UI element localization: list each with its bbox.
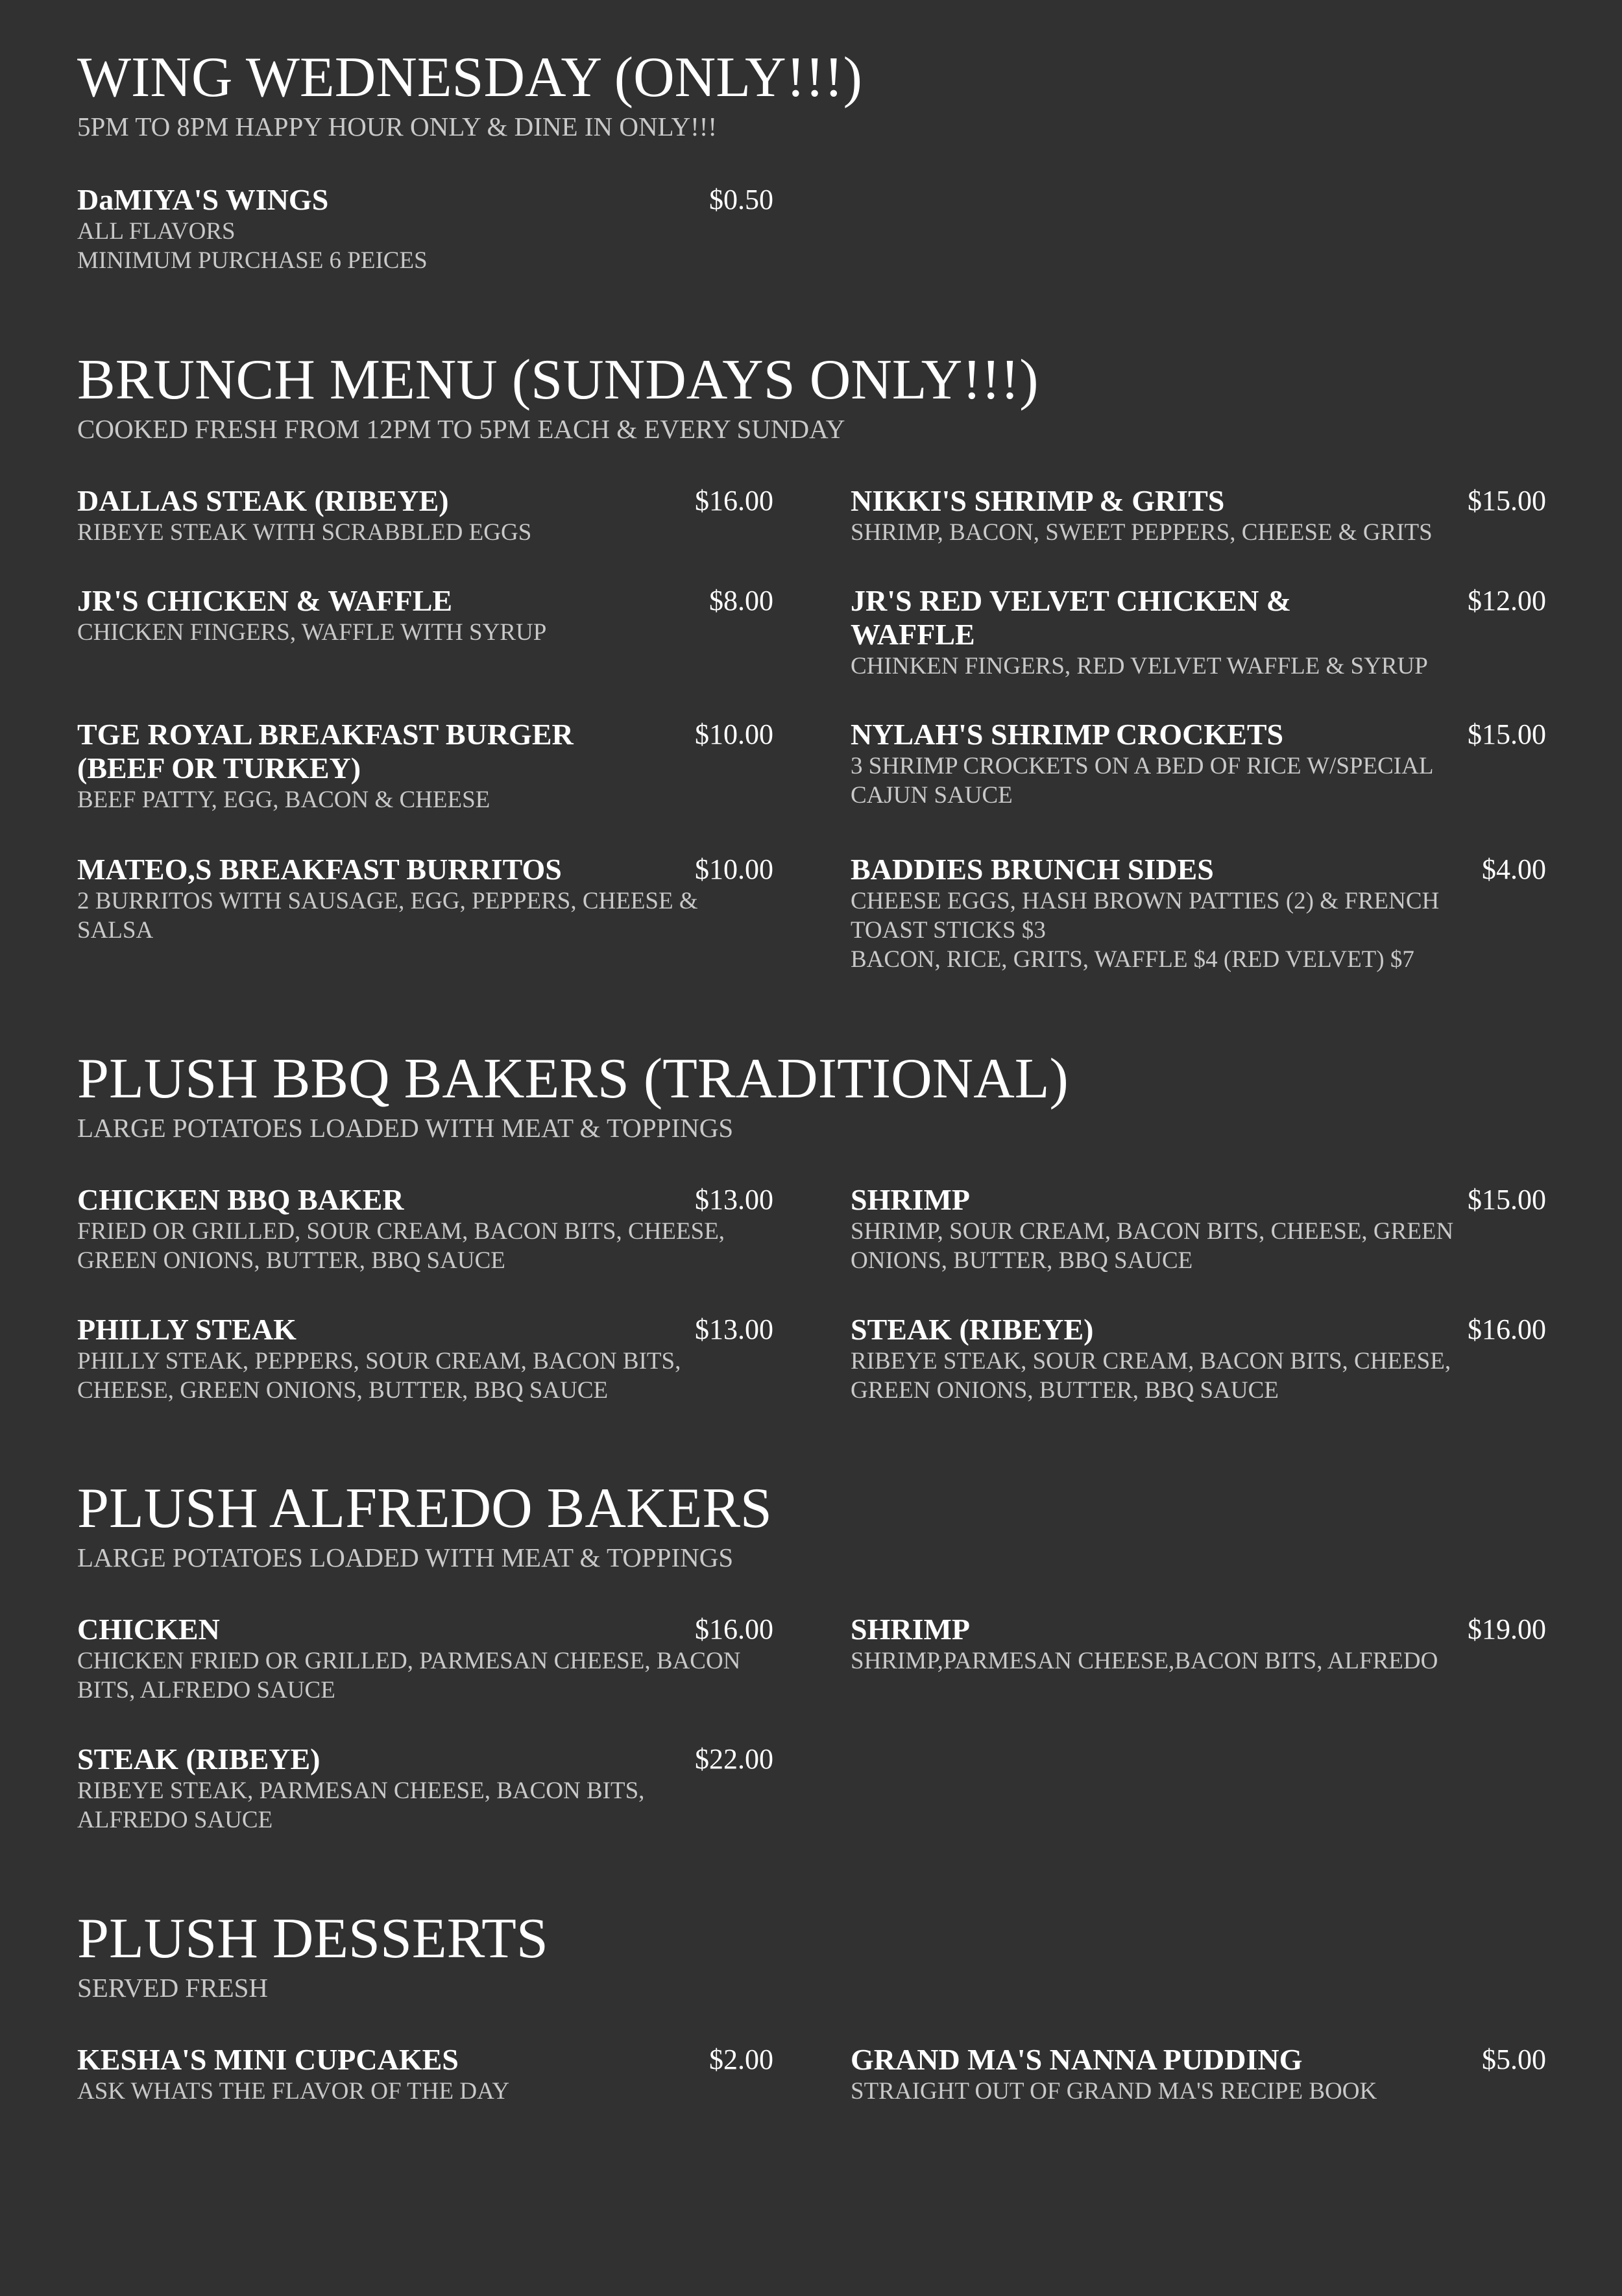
item-description-line: RIBEYE STEAK WITH SCRABBLED EGGS — [77, 519, 532, 546]
item-description — [851, 751, 1486, 810]
item-price: $0.50 — [709, 184, 773, 215]
item-price: $13.00 — [695, 1184, 773, 1215]
item-description — [851, 1347, 1506, 1405]
item-description — [77, 785, 773, 814]
item-description — [77, 1776, 700, 1835]
item-description — [77, 1646, 773, 1705]
section-subtitle: SERVED FRESH — [77, 1973, 269, 2003]
section-subtitle: COOKED FRESH FROM 12PM TO 5PM EACH & EVERY SUNDAY — [77, 414, 845, 444]
section-title: WING WEDNESDAY (ONLY!!!) — [77, 46, 862, 109]
item-price: $10.00 — [695, 718, 773, 750]
item-name: PHILLY STEAK — [77, 1313, 297, 1346]
item-description-line: MINIMUM PURCHASE 6 PEICES — [77, 247, 428, 274]
menu-item — [77, 584, 773, 647]
item-name: GRAND MA'S NANNA PUDDING — [851, 2043, 1303, 2076]
item-name: KESHA'S MINI CUPCAKES — [77, 2043, 459, 2076]
item-description-line: 2 BURRITOS WITH SAUSAGE, EGG, PEPPERS, CHEESE & SALSA — [77, 888, 704, 944]
menu-item — [851, 584, 1546, 681]
menu-item — [851, 1613, 1546, 1676]
item-price: $2.00 — [709, 2044, 773, 2075]
menu-item — [77, 2043, 773, 2106]
item-name: BADDIES BRUNCH SIDES — [851, 853, 1214, 886]
item-description-line: BEEF PATTY, EGG, BACON & CHEESE — [77, 787, 490, 813]
item-description-line: PHILLY STEAK, PEPPERS, SOUR CREAM, BACON BITS, CHEESE, GREEN ONIONS, BUTTER, BBQ SAUCE — [77, 1348, 687, 1404]
item-name: NYLAH'S SHRIMP CROCKETS — [851, 718, 1284, 751]
item-price: $4.00 — [1482, 853, 1546, 885]
item-description — [851, 886, 1506, 974]
item-name: DaMIYA'S WINGS — [77, 183, 329, 216]
item-description-line: SHRIMP,PARMESAN CHEESE,BACON BITS, ALFREDO — [851, 1648, 1438, 1674]
item-name: MATEO,S BREAKFAST BURRITOS — [77, 853, 562, 886]
item-price: $8.00 — [709, 585, 773, 617]
section-title: PLUSH DESSERTS — [77, 1907, 548, 1970]
item-description-line: BACON, RICE, GRITS, WAFFLE $4 (RED VELVET) $7 — [851, 946, 1414, 973]
section-wing-wednesday — [77, 45, 1550, 274]
item-description — [77, 1347, 732, 1405]
item-description-line: RIBEYE STEAK, PARMESAN CHEESE, BACON BITS, ALFREDO SAUCE — [77, 1777, 649, 1833]
menu-item — [77, 718, 773, 814]
item-description-line: CHINKEN FINGERS, RED VELVET WAFFLE & SYRUP — [851, 653, 1428, 679]
item-description-line: CHEESE EGGS, HASH BROWN PATTIES (2) & FRENCH TOAST STICKS $3 — [851, 888, 1445, 944]
item-name: STEAK (RIBEYE) — [77, 1742, 321, 1776]
item-description — [851, 652, 1546, 681]
section-title: PLUSH ALFREDO BAKERS — [77, 1477, 772, 1540]
menu-item — [851, 1183, 1546, 1275]
section-subtitle: 5PM TO 8PM HAPPY HOUR ONLY & DINE IN ONLY!!! — [77, 112, 718, 141]
menu-item — [77, 1742, 773, 1835]
item-description — [77, 1217, 765, 1275]
item-name: TGE ROYAL BREAKFAST BURGER (BEEF OR TURKEY) — [77, 718, 574, 785]
menu-item — [77, 1313, 773, 1405]
item-description — [77, 886, 732, 945]
menu-item — [851, 1313, 1546, 1405]
item-price: $16.00 — [1468, 1313, 1546, 1345]
item-description-line: STRAIGHT OUT OF GRAND MA'S RECIPE BOOK — [851, 2078, 1377, 2105]
section-alfredo-bakers — [77, 1476, 1550, 1833]
item-price: $22.00 — [695, 1743, 773, 1775]
item-description — [851, 1646, 1546, 1676]
item-price: $16.00 — [695, 1613, 773, 1645]
section-bbq-bakers — [77, 1047, 1550, 1404]
item-name: STEAK (RIBEYE) — [851, 1313, 1094, 1346]
menu-item — [77, 484, 773, 547]
item-description — [851, 1217, 1525, 1275]
section-title: BRUNCH MENU (SUNDAYS ONLY!!!) — [77, 348, 1039, 411]
section-subtitle: LARGE POTATOES LOADED WITH MEAT & TOPPINGS — [77, 1543, 734, 1572]
item-name: CHICKEN — [77, 1613, 220, 1646]
item-name: NIKKI'S SHRIMP & GRITS — [851, 484, 1225, 517]
menu-item — [851, 2043, 1546, 2106]
item-description — [77, 217, 773, 275]
item-name: CHICKEN BBQ BAKER — [77, 1183, 404, 1216]
item-price: $15.00 — [1468, 485, 1546, 517]
menu-item — [77, 183, 773, 275]
item-name: JR'S CHICKEN & WAFFLE — [77, 584, 453, 617]
item-name: JR'S RED VELVET CHICKEN & WAFFLE — [851, 584, 1292, 651]
item-name: DALLAS STEAK (RIBEYE) — [77, 484, 449, 517]
menu-item — [851, 484, 1546, 547]
item-description-line: 3 SHRIMP CROCKETS ON A BED OF RICE W/SPECIAL CAJUN SAUCE — [851, 753, 1439, 809]
item-name: SHRIMP — [851, 1613, 970, 1646]
item-description-line: ASK WHATS THE FLAVOR OF THE DAY — [77, 2078, 510, 2105]
item-price: $12.00 — [1468, 585, 1546, 617]
item-description-line: ALL FLAVORS — [77, 218, 236, 245]
menu-item — [77, 1183, 773, 1275]
item-price: $15.00 — [1468, 1184, 1546, 1215]
menu-item — [77, 853, 773, 945]
item-description-line: SHRIMP, BACON, SWEET PEPPERS, CHEESE & GRITS — [851, 519, 1433, 546]
menu-item — [77, 1613, 773, 1705]
item-price: $19.00 — [1468, 1613, 1546, 1645]
menu-item — [851, 853, 1546, 974]
item-price: $16.00 — [695, 485, 773, 517]
item-description — [77, 618, 773, 647]
item-description — [851, 518, 1546, 547]
section-brunch — [77, 348, 1550, 973]
item-description — [77, 2077, 773, 2106]
item-price: $13.00 — [695, 1313, 773, 1345]
item-price: $5.00 — [1482, 2044, 1546, 2075]
section-title: PLUSH BBQ BAKERS (TRADITIONAL) — [77, 1047, 1069, 1110]
item-description — [851, 2077, 1546, 2106]
item-description-line: FRIED OR GRILLED, SOUR CREAM, BACON BITS, CHEESE, GREEN ONIONS, BUTTER, BBQ SAUCE — [77, 1218, 731, 1274]
item-description-line: RIBEYE STEAK, SOUR CREAM, BACON BITS, CHEESE, GREEN ONIONS, BUTTER, BBQ SAUCE — [851, 1348, 1457, 1404]
section-desserts — [77, 1907, 1550, 2105]
item-description-line: CHICKEN FINGERS, WAFFLE WITH SYRUP — [77, 619, 547, 646]
item-price: $10.00 — [695, 853, 773, 885]
item-description-line: SHRIMP, SOUR CREAM, BACON BITS, CHEESE, GREEN ONIONS, BUTTER, BBQ SAUCE — [851, 1218, 1460, 1274]
menu-item — [851, 718, 1546, 810]
section-subtitle: LARGE POTATOES LOADED WITH MEAT & TOPPINGS — [77, 1113, 734, 1143]
item-price: $15.00 — [1468, 718, 1546, 750]
item-description — [77, 518, 773, 547]
item-description-line: CHICKEN FRIED OR GRILLED, PARMESAN CHEESE, BACON BITS, ALFREDO SAUCE — [77, 1648, 747, 1704]
item-name: SHRIMP — [851, 1183, 970, 1216]
